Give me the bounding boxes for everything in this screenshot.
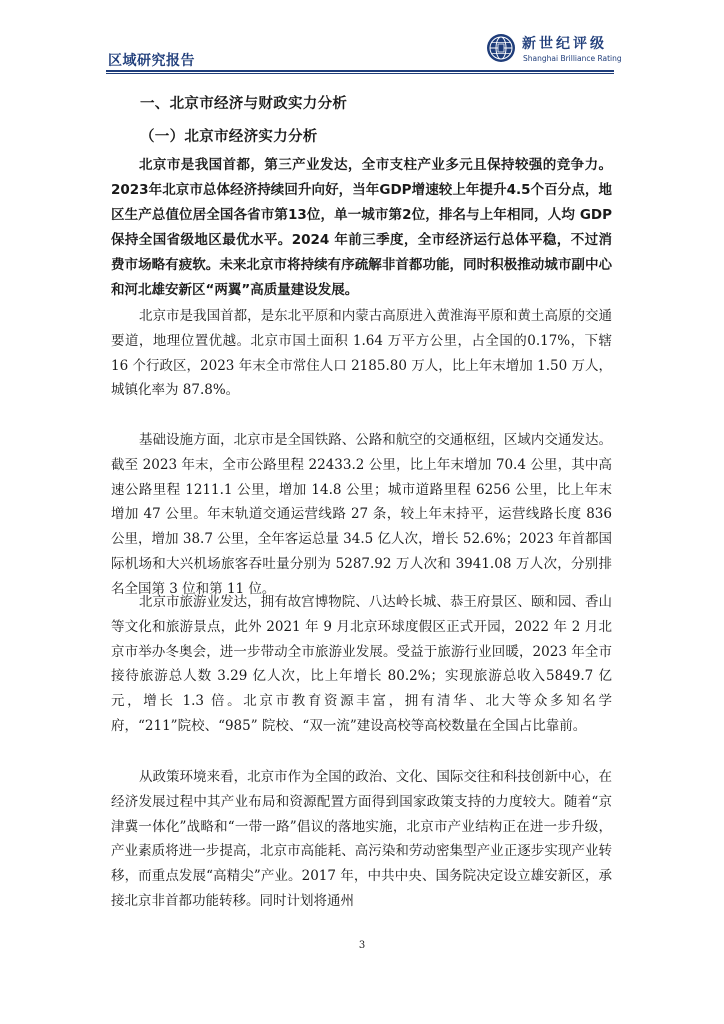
body-paragraph-tourism: 北京市旅游业发达，拥有故宫博物院、八达岭长城、恭王府景区、颐和园、香山等文化和旅游景点，此外 2021 年 9 月北京环球度假区正式开园，2022 年 2 月北京市举办冬奥会，进一步带动全市旅游业发展。受益于旅游行业回暖，2023 年全市接待旅游总人数 3.29 亿人次，比上年增长 80.2%；实现旅游总收入5849.7 亿元，增长 1.3 倍。北京市教育资源丰富，拥有清华、北大等众多知名学府，“211”院校、“985” 院校、“双一流”建设高校等高校数量在全国占比靠前。 xyxy=(111,594,612,734)
header-divider-thin xyxy=(106,73,614,74)
summary-paragraph: 北京市是我国首都，第三产业发达，全市支柱产业多元且保持较强的竞争力。2023年北京市总体经济持续回升向好，当年GDP增速较上年提升4.5个百分点，地区生产总值位居全国各省市第13位，单一城市第2位，排名与上年相同，人均 GDP 保持全国省级地区最优水平。2024 年前三季度，全市经济运行总体平稳，不过消费市场略有疲软。未来北京市将持续有序疏解非首都功能，同时积极推动城市副中心和河北雄安新区“两翼”高质量建设发展。 xyxy=(111,157,612,298)
header-divider xyxy=(106,70,614,72)
body-paragraph-geography: 北京市是我国首都，是东北平原和内蒙古高原进入黄淮海平原和黄土高原的交通要道，地理位置优越。北京市国土面积 1.64 万平方公里，占全国的0.17%，下辖 16 个行政区，2023 年末全市常住人口 2185.80 万人，比上年末增加 1.50 万人，城镇化率为 87.8%。 xyxy=(111,308,612,399)
report-type-label: 区域研究报告 xyxy=(108,53,195,69)
brand-name-cn: 新世纪评级 xyxy=(522,36,607,52)
globe-emblem-icon xyxy=(486,33,516,63)
body-paragraph-infrastructure: 基础设施方面，北京市是全国铁路、公路和航空的交通枢纽，区域内交通发达。截至 2023 年末，全市公路里程 22433.2 公里，比上年末增加 70.4 公里，其中高速公路里程 1211.1 公里，增加 14.8 公里；城市道路里程 6256 公里，比上年末增加 47 公里。年末轨道交通运营线路 27 条，较上年末持平，运营线路长度 836 公里，增加 38.7 公里，全年客运总量 34.5 亿人次，增长 52.6%；2023 年首都国际机场和大兴机场旅客吞吐量分别为 5287.92 万人次和 3941.08 万人次，分别排名全国第 3 位和第 11 位。 xyxy=(111,432,612,597)
body-paragraph-policy: 从政策环境来看，北京市作为全国的政治、文化、国际交往和科技创新中心，在经济发展过程中其产业布局和资源配置方面得到国家政策支持的力度较大。随着“京津冀一体化”战略和“一带一路”倡议的落地实施，北京市产业结构正在进一步升级，产业素质将进一步提高，北京市高能耗、高污染和劳动密集型产业正逐步实现产业转移，而重点发展“高精尖”产业。2017 年，中共中央、国务院决定设立雄安新区，承接北京非首都功能转移。同时计划将通州 xyxy=(111,769,612,909)
page-number: 3 xyxy=(358,940,366,951)
section-heading: 一、北京市经济与财政实力分析 xyxy=(140,96,348,112)
brand-logo xyxy=(486,33,626,69)
brand-name-en: Shanghai Brilliance Rating xyxy=(523,54,622,63)
subsection-heading: （一）北京市经济实力分析 xyxy=(140,129,318,145)
